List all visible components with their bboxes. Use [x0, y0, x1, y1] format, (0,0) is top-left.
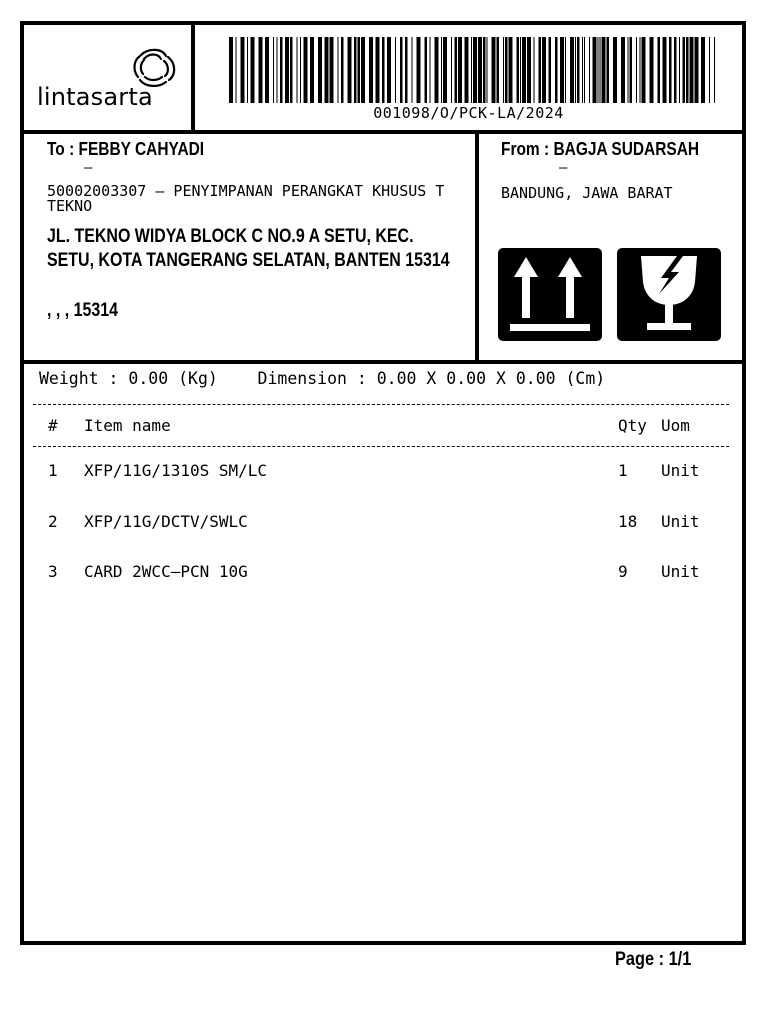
- lintasarta-logo-mark: [132, 47, 178, 87]
- sender-dash: –: [559, 160, 568, 176]
- address-section: [24, 130, 742, 364]
- row-no: 1: [48, 461, 58, 480]
- recipient-city: , , , 15314: [47, 300, 118, 321]
- recipient-street: JL. TEKNO WIDYA BLOCK C NO.9 A SETU, KEC. SETU, KOTA TANGERANG SELATAN, BANTEN 15314: [47, 226, 450, 271]
- col-uom-header: Uom: [661, 416, 690, 435]
- page-number: Page : 1/1: [615, 949, 692, 970]
- col-no-header: #: [48, 416, 58, 435]
- table-rule-bottom: [33, 446, 729, 447]
- col-qty-header: Qty: [618, 416, 647, 435]
- row-no: 2: [48, 512, 58, 531]
- shipping-label: [20, 21, 746, 945]
- sender-city: BANDUNG, JAWA BARAT: [501, 184, 673, 202]
- label-header: [24, 25, 742, 134]
- recipient-name: To : FEBBY CAHYADI: [47, 139, 205, 159]
- row-qty: 1: [618, 461, 628, 480]
- row-no: 3: [48, 562, 58, 581]
- barcode-number: 001098/O/PCK-LA/2024: [373, 104, 564, 122]
- sender-name: From : BAGJA SUDARSAH: [501, 139, 700, 159]
- fragile-icon: [617, 248, 721, 341]
- logo-area: [24, 25, 195, 130]
- recipient-block: [24, 130, 479, 360]
- row-item-name: XFP/11G/DCTV/SWLC: [84, 512, 248, 531]
- recipient-dash: –: [84, 160, 93, 176]
- sender-block: [479, 130, 742, 360]
- col-item-name-header: Item name: [84, 416, 171, 435]
- barcode: [229, 37, 715, 103]
- table-rule-top: [33, 404, 729, 405]
- row-uom: Unit: [661, 461, 700, 480]
- row-uom: Unit: [661, 562, 700, 581]
- logo-wordmark: lintasarta: [37, 83, 153, 111]
- row-item-name: XFP/11G/1310S SM/LC: [84, 461, 268, 480]
- row-item-name: CARD 2WCC–PCN 10G: [84, 562, 248, 581]
- recipient-code: 50002003307 – PENYIMPANAN PERANGKAT KHUSUS T TEKNO: [47, 182, 445, 215]
- weight-dimension: Weight : 0.00 (Kg) Dimension : 0.00 X 0.00 X 0.00 (Cm): [39, 369, 606, 388]
- row-qty: 18: [618, 512, 638, 531]
- this-way-up-icon: [498, 248, 602, 341]
- row-uom: Unit: [661, 512, 700, 531]
- row-qty: 9: [618, 562, 628, 581]
